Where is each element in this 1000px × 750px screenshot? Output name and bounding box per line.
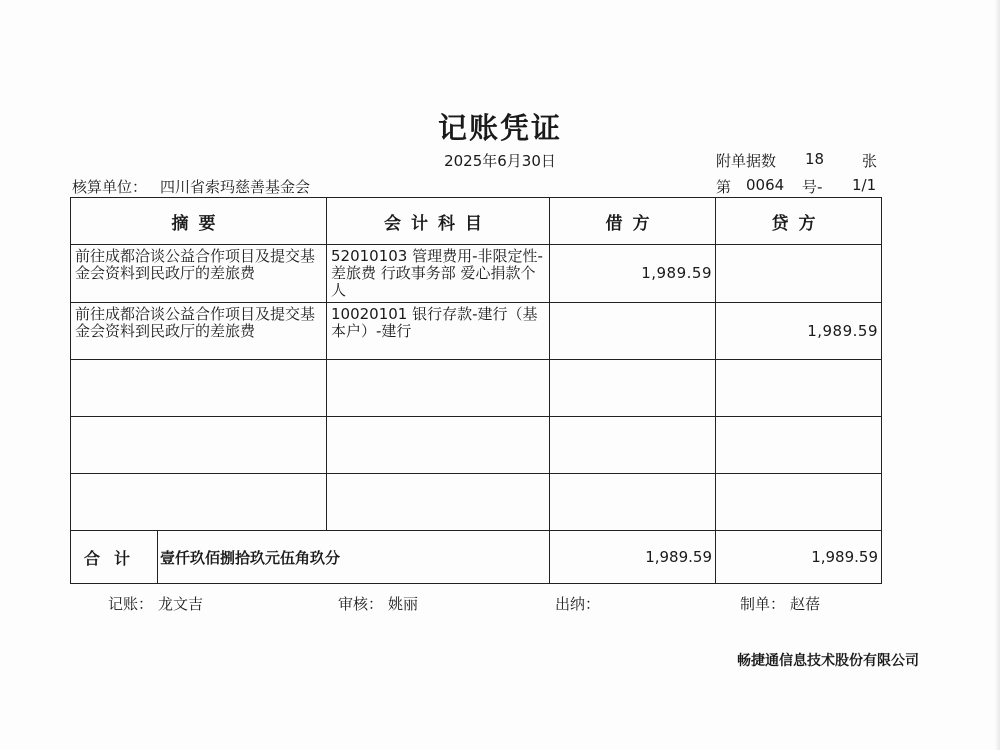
row-summary bbox=[71, 474, 326, 480]
voucher-no-suffix: 号- bbox=[802, 178, 823, 196]
voucher-page: 1/1 bbox=[852, 176, 877, 194]
row-credit bbox=[716, 417, 881, 440]
attachments-count: 18 bbox=[805, 150, 825, 168]
total-label: 合计 bbox=[71, 531, 158, 584]
row-debit bbox=[550, 474, 715, 497]
row-credit bbox=[716, 245, 881, 268]
attachments-label: 附单据数 bbox=[716, 152, 777, 170]
row-debit bbox=[550, 417, 715, 440]
header-account: 会计科目 bbox=[327, 198, 550, 245]
table-row bbox=[71, 360, 882, 417]
row-debit bbox=[550, 303, 715, 326]
table-header-row bbox=[71, 198, 882, 245]
total-amount-words: 壹仟玖佰捌拾玖元伍角玖分 bbox=[158, 531, 550, 584]
preparer-name: 赵蓓 bbox=[790, 595, 821, 613]
row-account: 10020101 银行存款-建行（基本户）-建行 bbox=[331, 305, 538, 340]
voucher-date: 2025年6月30日 bbox=[444, 152, 556, 170]
cashier-label: 出纳： bbox=[555, 595, 601, 613]
row-summary bbox=[71, 417, 326, 423]
row-summary: 前往成都洽谈公益合作项目及提交基金会资料到民政厅的差旅费 bbox=[75, 305, 316, 340]
table-row bbox=[71, 474, 882, 531]
header-summary: 摘要 bbox=[71, 198, 327, 245]
row-debit: 1,989.59 bbox=[641, 264, 712, 282]
voucher-table bbox=[70, 197, 882, 584]
row-account bbox=[327, 360, 549, 366]
table-row bbox=[71, 245, 882, 303]
header-debit: 借方 bbox=[550, 198, 716, 245]
row-debit bbox=[550, 360, 715, 383]
row-summary: 前往成都洽谈公益合作项目及提交基金会资料到民政厅的差旅费 bbox=[75, 247, 316, 282]
row-account bbox=[327, 417, 549, 423]
voucher-title: 记账凭证 bbox=[437, 111, 562, 145]
row-account: 52010103 管理费用-非限定性-差旅费 行政事务部 爱心捐款个人 bbox=[331, 247, 543, 299]
voucher-no-prefix: 第 bbox=[716, 178, 732, 196]
unit-name: 四川省索玛慈善基金会 bbox=[160, 178, 311, 196]
reviewer-name: 姚丽 bbox=[388, 595, 419, 613]
row-credit bbox=[716, 360, 881, 383]
total-credit: 1,989.59 bbox=[716, 531, 882, 584]
header-credit: 贷方 bbox=[716, 198, 882, 245]
preparer-label: 制单： bbox=[740, 595, 786, 613]
row-summary bbox=[71, 360, 326, 366]
voucher-no-number: 0064 bbox=[746, 176, 785, 194]
software-company: 畅捷通信息技术股份有限公司 bbox=[737, 653, 919, 669]
bookkeeper-label: 记账： bbox=[108, 595, 154, 613]
row-account bbox=[327, 474, 549, 480]
attachments-unit: 张 bbox=[862, 152, 878, 170]
row-credit: 1,989.59 bbox=[807, 322, 878, 340]
row-credit bbox=[716, 474, 881, 497]
table-row bbox=[71, 303, 882, 360]
reviewer-label: 审核： bbox=[338, 595, 384, 613]
total-row bbox=[71, 531, 882, 584]
unit-label: 核算单位： bbox=[72, 178, 148, 196]
table-row bbox=[71, 417, 882, 474]
total-debit: 1,989.59 bbox=[550, 531, 716, 584]
bookkeeper-name: 龙文吉 bbox=[158, 595, 204, 613]
